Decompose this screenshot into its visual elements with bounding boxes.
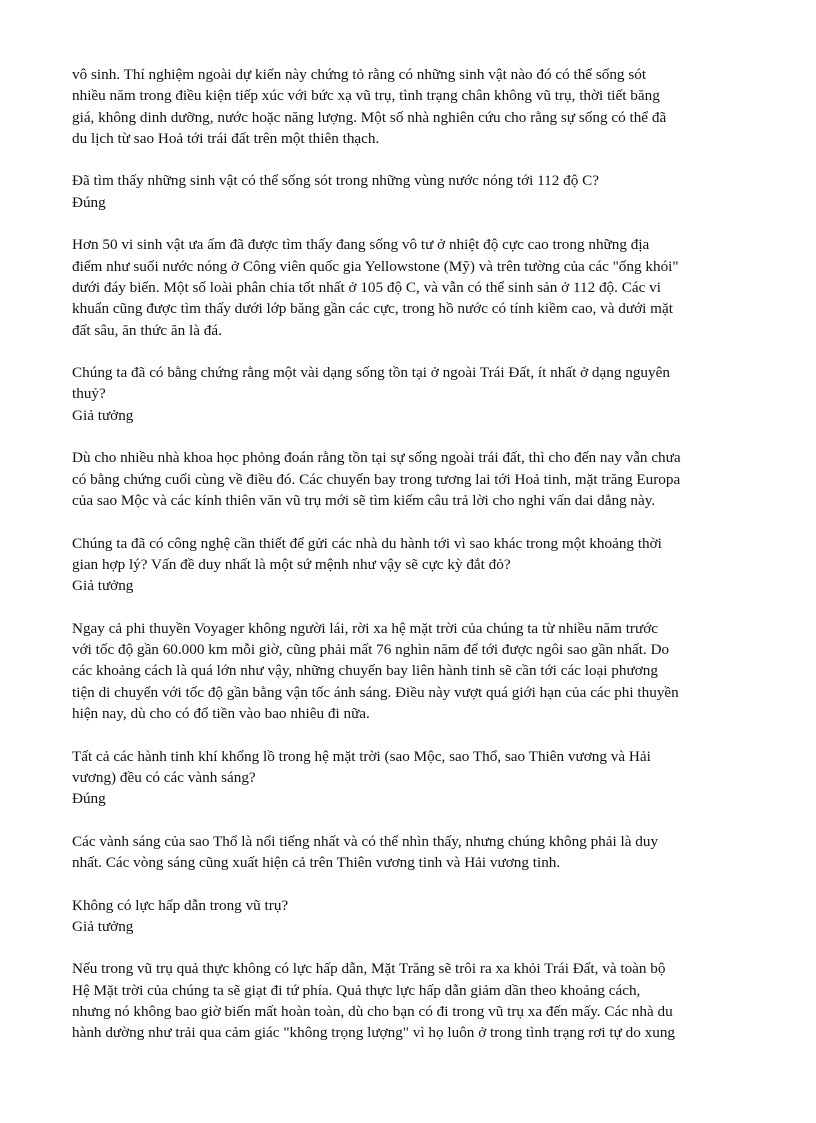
question-text: Chúng ta đã có bằng chứng rằng một vài dạng sống tồn tại ở ngoài Trái Đất, ít nhất ở dạng nguyên thuỷ? bbox=[72, 364, 670, 403]
paragraph: Các vành sáng của sao Thổ là nổi tiếng nhất và có thể nhìn thấy, nhưng chúng không phải là duy nhất. Các vòng sáng cũng xuất hiện cả trên Thiên vương tinh và Hải vương tinh. bbox=[72, 832, 659, 871]
question-answer bbox=[72, 533, 772, 597]
paragraph: Nếu trong vũ trụ quả thực không có lực hấp dẫn, Mặt Trăng sẽ trôi ra xa khỏi Trái Đất, và toàn bộ Hệ Mặt trời của chúng ta sẽ giạt đi tứ phía. Quả thực lực hấp dẫn giảm dần theo khoảng cách, nhưng nó không bao giờ biến mất hoàn toàn, dù cho bạn có đi trong vũ trụ xa đến mấy. Các nhà du hành dường như trải qua cảm giác "không trọng lượng" vì họ luôn ở trong tình trạng rơi tự do xung bbox=[72, 960, 676, 1042]
paragraph: vô sinh. Thí nghiệm ngoài dự kiến này chứng tỏ rằng có những sinh vật nào đó có thể sống sót nhiều năm trong điều kiện tiếp xúc với bức xạ vũ trụ, tình trạng chân không vũ trụ, thời tiết băng giá, không dinh dưỡng, nước hoặc năng lượng. Một số nhà nghiên cứu cho rằng sự sống có thể đã du lịch từ sao Hoả tới trái đất trên một thiên thạch. bbox=[72, 66, 667, 147]
answer-text: Giả tưởng bbox=[72, 917, 134, 935]
question-answer bbox=[72, 895, 772, 938]
question-answer bbox=[72, 170, 772, 213]
answer-text: Giả tưởng bbox=[72, 577, 134, 595]
question-answer bbox=[72, 746, 772, 810]
answer-text: Giả tưởng bbox=[72, 406, 134, 424]
paragraph: Ngay cả phi thuyền Voyager không người lái, rời xa hệ mặt trời của chúng ta từ nhiều năm trước với tốc độ gần 60.000 km mỗi giờ, cũng phải mất 76 nghìn năm để tới được ngôi sao gần nhất. Do các khoảng cách là quá lớn như vậy, những chuyến bay liên hành tinh sẽ cần tới các loại phương tiện di chuyển với tốc độ gần bằng vận tốc ánh sáng. Điều này vượt quá giới hạn của các phi thuyền hiện nay, dù cho có đổ tiền vào bao nhiêu đi nữa. bbox=[72, 619, 679, 722]
question-text: Chúng ta đã có công nghệ cần thiết để gửi các nhà du hành tới vì sao khác trong một khoảng thời gian hợp lý? Vấn đề duy nhất là một sứ mệnh như vậy sẽ cực kỳ đắt đỏ? bbox=[72, 534, 662, 573]
question-text: Đã tìm thấy những sinh vật có thể sống sót trong những vùng nước nóng tới 112 độ C? bbox=[72, 172, 599, 190]
answer-text: Đúng bbox=[72, 193, 106, 211]
paragraph: Dù cho nhiều nhà khoa học phỏng đoán rằng tồn tại sự sống ngoài trái đất, thì cho đến nay vẫn chưa có bằng chứng cuối cùng về điều đó. Các chuyến bay trong tương lai tới Hoả tinh, mặt trăng Europa của sao Mộc và các kính thiên văn vũ trụ mới sẽ tìm kiếm câu trả lời cho nghi vấn dai dẳng này. bbox=[72, 449, 681, 509]
answer-text: Đúng bbox=[72, 790, 106, 808]
document-body bbox=[72, 64, 772, 1065]
question-text: Không có lực hấp dẫn trong vũ trụ? bbox=[72, 896, 289, 914]
question-answer bbox=[72, 362, 772, 426]
paragraph: Hơn 50 vi sinh vật ưa ấm đã được tìm thấy đang sống vô tư ở nhiệt độ cực cao trong những địa điểm như suối nước nóng ở Công viên quốc gia Yellowstone (Mỹ) và trên tường của các "ống khói" dưới đáy biển. Một số loài phân chia tốt nhất ở 105 độ C, và vẫn có thể sinh sản ở 112 độ. Các vi khuẩn cũng được tìm thấy dưới lớp băng gần các cực, trong hồ nước có tính kiềm cao, và dưới mặt đất sâu, ăn thức ăn là đá. bbox=[72, 236, 679, 339]
question-text: Tất cả các hành tinh khí khổng lồ trong hệ mặt trời (sao Mộc, sao Thổ, sao Thiên vương và Hải vương) đều có các vành sáng? bbox=[72, 747, 651, 786]
